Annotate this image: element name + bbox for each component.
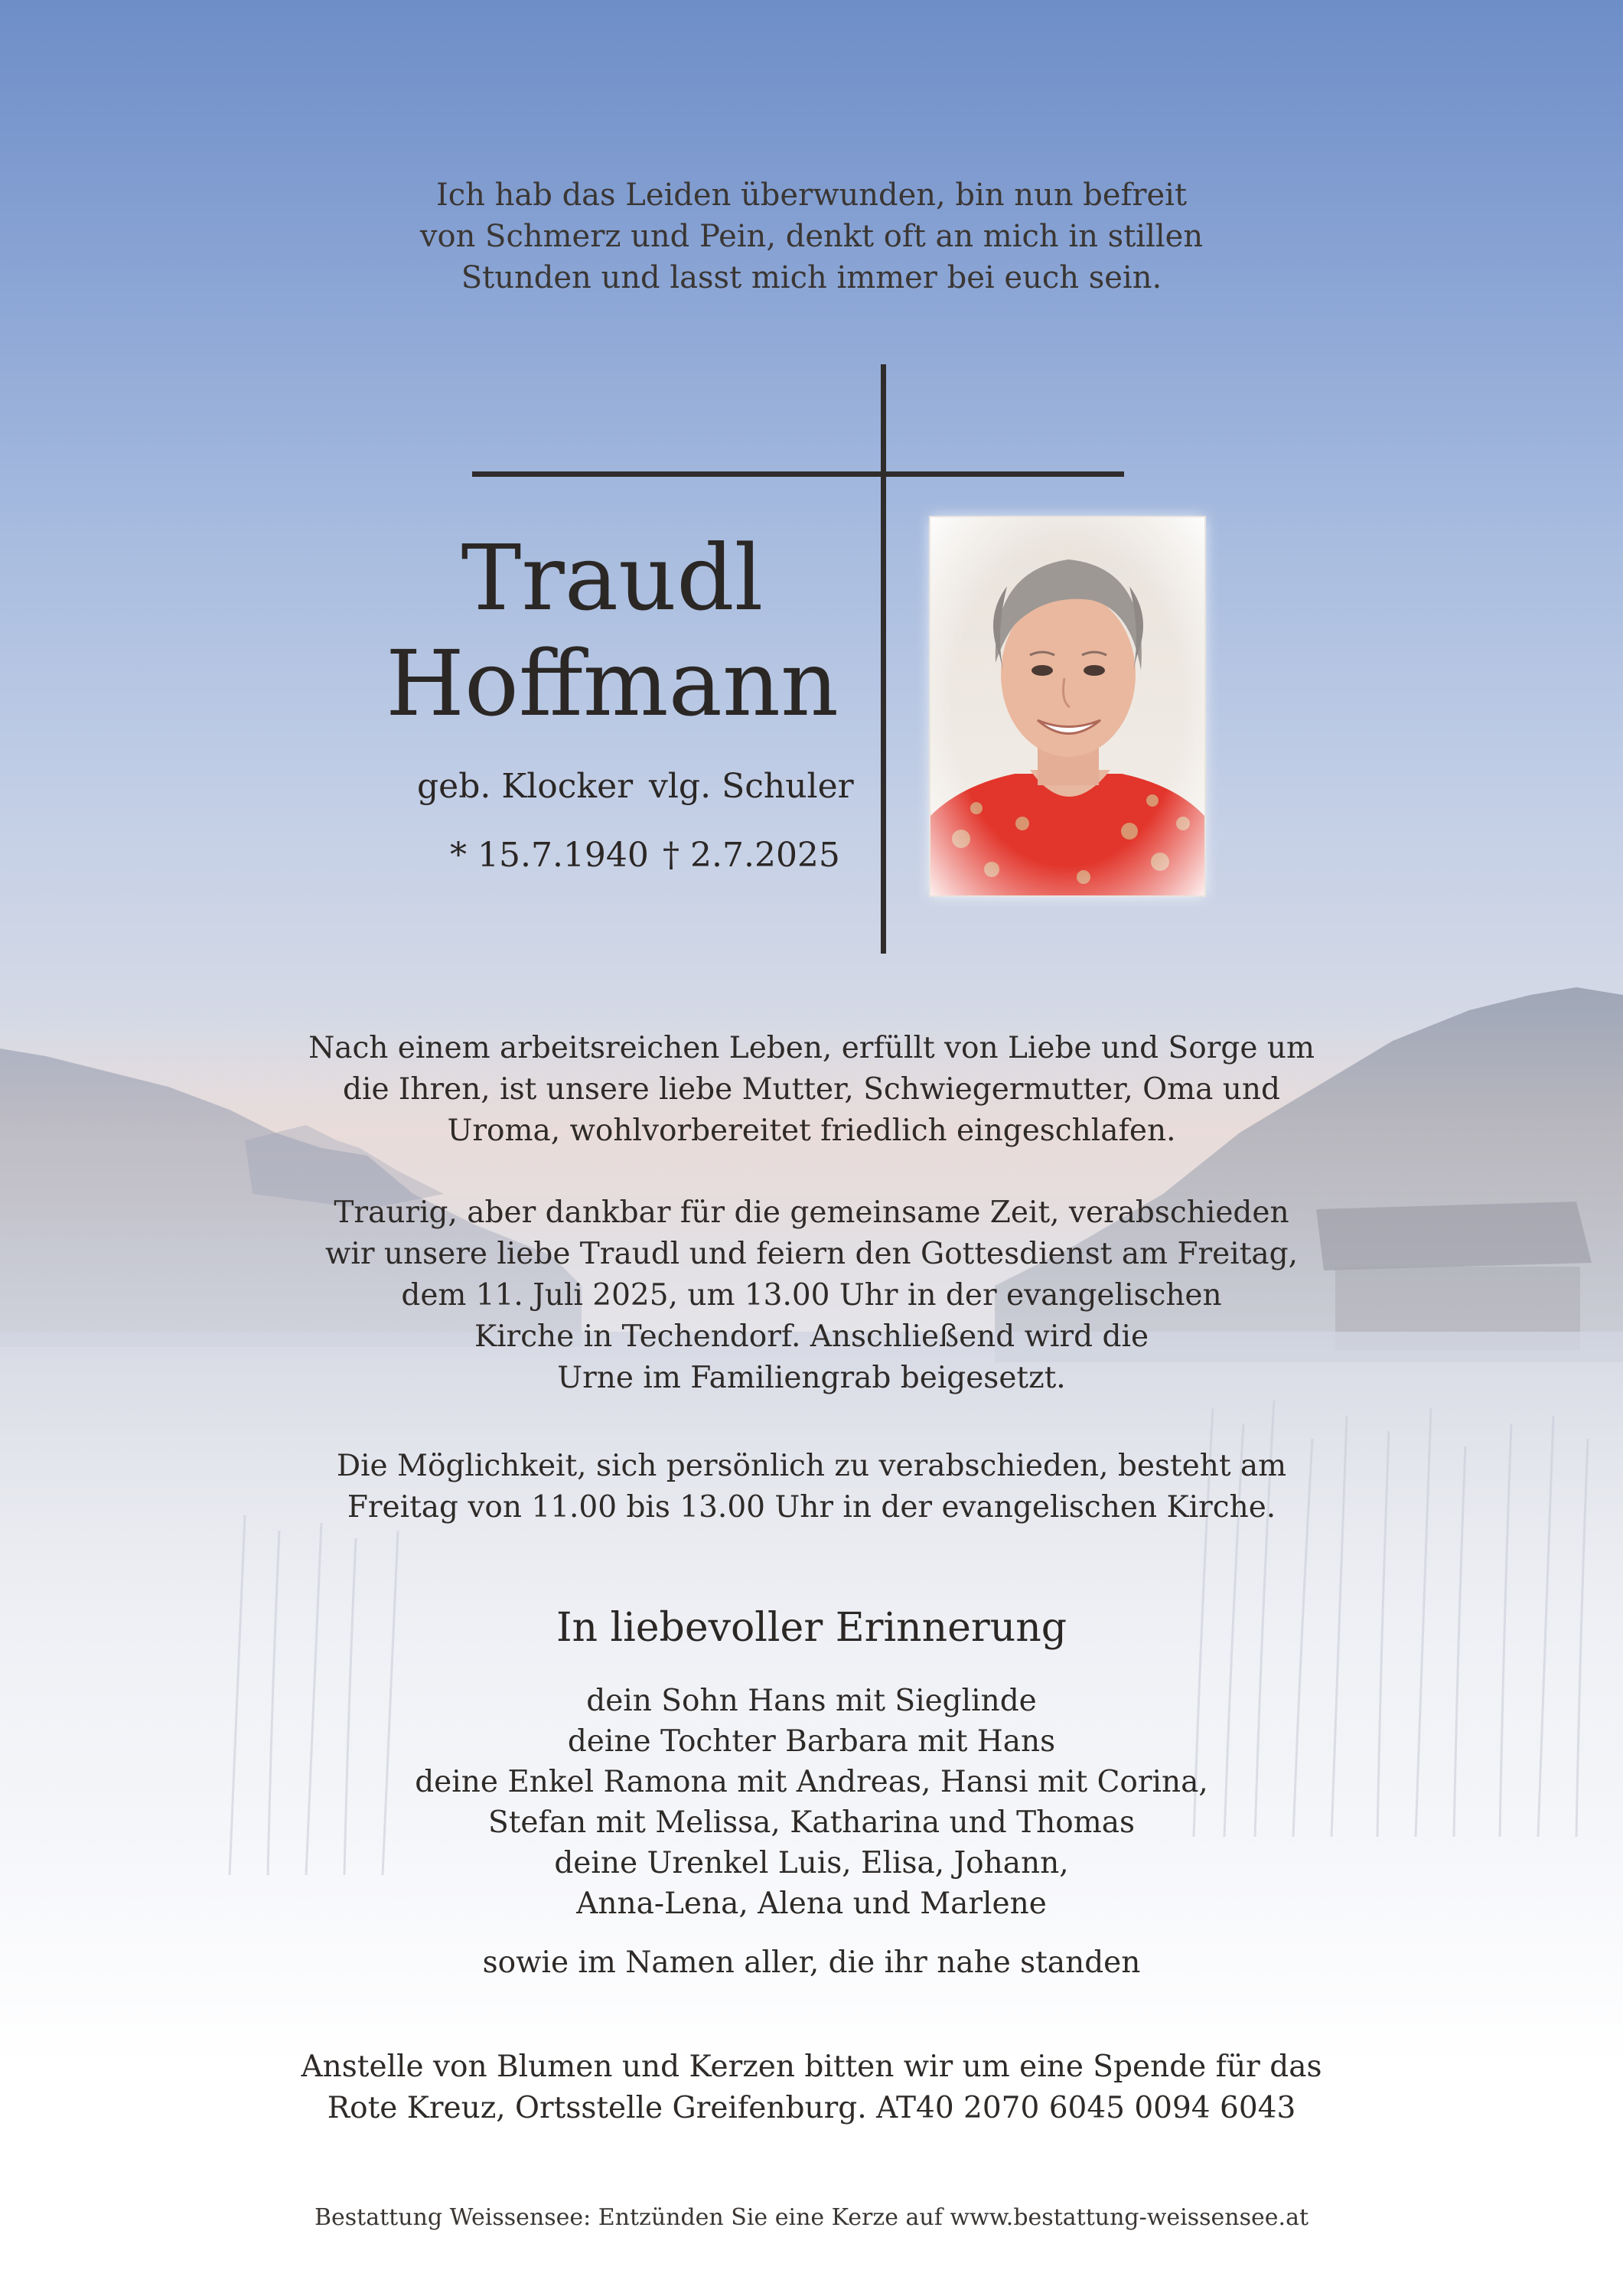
mourners-heading: In liebevoller Erinnerung	[556, 1605, 1067, 1651]
mourner-line: deine Urenkel Luis, Elisa, Johann,	[554, 1846, 1069, 1880]
announcement-paragraph-2	[0, 1192, 1623, 1399]
text-line: Urne im Familiengrab beigesetzt.	[557, 1361, 1066, 1395]
mourner-line: deine Tochter Barbara mit Hans	[567, 1724, 1056, 1759]
mourner-line: Stefan mit Melissa, Katharina und Thomas	[488, 1805, 1135, 1840]
text-line: Rote Kreuz, Ortsstelle Greifenburg. AT40 2070 6045 0094 6043	[327, 2091, 1296, 2125]
cross-icon-horizontal	[472, 471, 1124, 477]
text-line: wir unsere liebe Traudl und feiern den Gottesdienst am Freitag,	[324, 1237, 1299, 1271]
text-line: Uroma, wohlvorbereitet friedlich eingeschlafen.	[447, 1114, 1176, 1148]
vulgo-name: vlg. Schuler	[649, 767, 854, 806]
text-line: Nach einem arbeitsreichen Leben, erfüllt von Liebe und Sorge um	[308, 1031, 1315, 1065]
deceased-last-name: Hoffmann	[385, 631, 839, 736]
mourner-line: dein Sohn Hans mit Sieglinde	[586, 1684, 1037, 1718]
verse-line: von Schmerz und Pein, denkt oft an mich in stillen	[419, 219, 1204, 254]
cross-icon-vertical	[881, 364, 886, 954]
footer-note: Bestattung Weissensee: Entzünden Sie eine Kerze auf www.bestattung-weissensee.at	[314, 2204, 1309, 2231]
verse-line: Stunden und lasst mich immer bei euch sein.	[461, 260, 1162, 295]
text-line: die Ihren, ist unsere liebe Mutter, Schwiegermutter, Oma und	[343, 1072, 1280, 1107]
text-line: Die Möglichkeit, sich persönlich zu verabschieden, besteht am	[336, 1449, 1287, 1483]
mourner-line: Anna-Lena, Alena und Marlene	[576, 1887, 1047, 1921]
death-date: † 2.7.2025	[663, 836, 840, 875]
memorial-verse	[0, 174, 1623, 298]
birth-name: geb. Klocker	[417, 767, 634, 806]
verse-line: Ich hab das Leiden überwunden, bin nun befreit	[435, 178, 1188, 213]
portrait-photo	[930, 517, 1204, 895]
text-line: Freitag von 11.00 bis 13.00 Uhr in der evangelischen Kirche.	[347, 1490, 1276, 1525]
deceased-first-name: Traudl	[461, 525, 764, 631]
text-line: Traurig, aber dankbar für die gemeinsame Zeit, verabschieden	[334, 1195, 1289, 1230]
text-line: Anstelle von Blumen und Kerzen bitten wir um eine Spende für das	[301, 2050, 1322, 2084]
announcement-paragraph-1	[0, 1028, 1623, 1152]
mourners-list	[0, 1681, 1623, 1924]
birth-date: * 15.7.1940	[450, 836, 649, 875]
text-line: Kirche in Techendorf. Anschließend wird die	[474, 1319, 1149, 1354]
donation-request	[0, 2047, 1623, 2129]
portrait-image	[930, 517, 1204, 895]
mourner-line: deine Enkel Ramona mit Andreas, Hansi mit Corina,	[415, 1765, 1208, 1799]
text-line: dem 11. Juli 2025, um 13.00 Uhr in der evangelischen	[401, 1278, 1222, 1313]
mourners-closing: sowie im Namen aller, die ihr nahe standen	[482, 1945, 1141, 1980]
announcement-paragraph-3	[0, 1446, 1623, 1528]
